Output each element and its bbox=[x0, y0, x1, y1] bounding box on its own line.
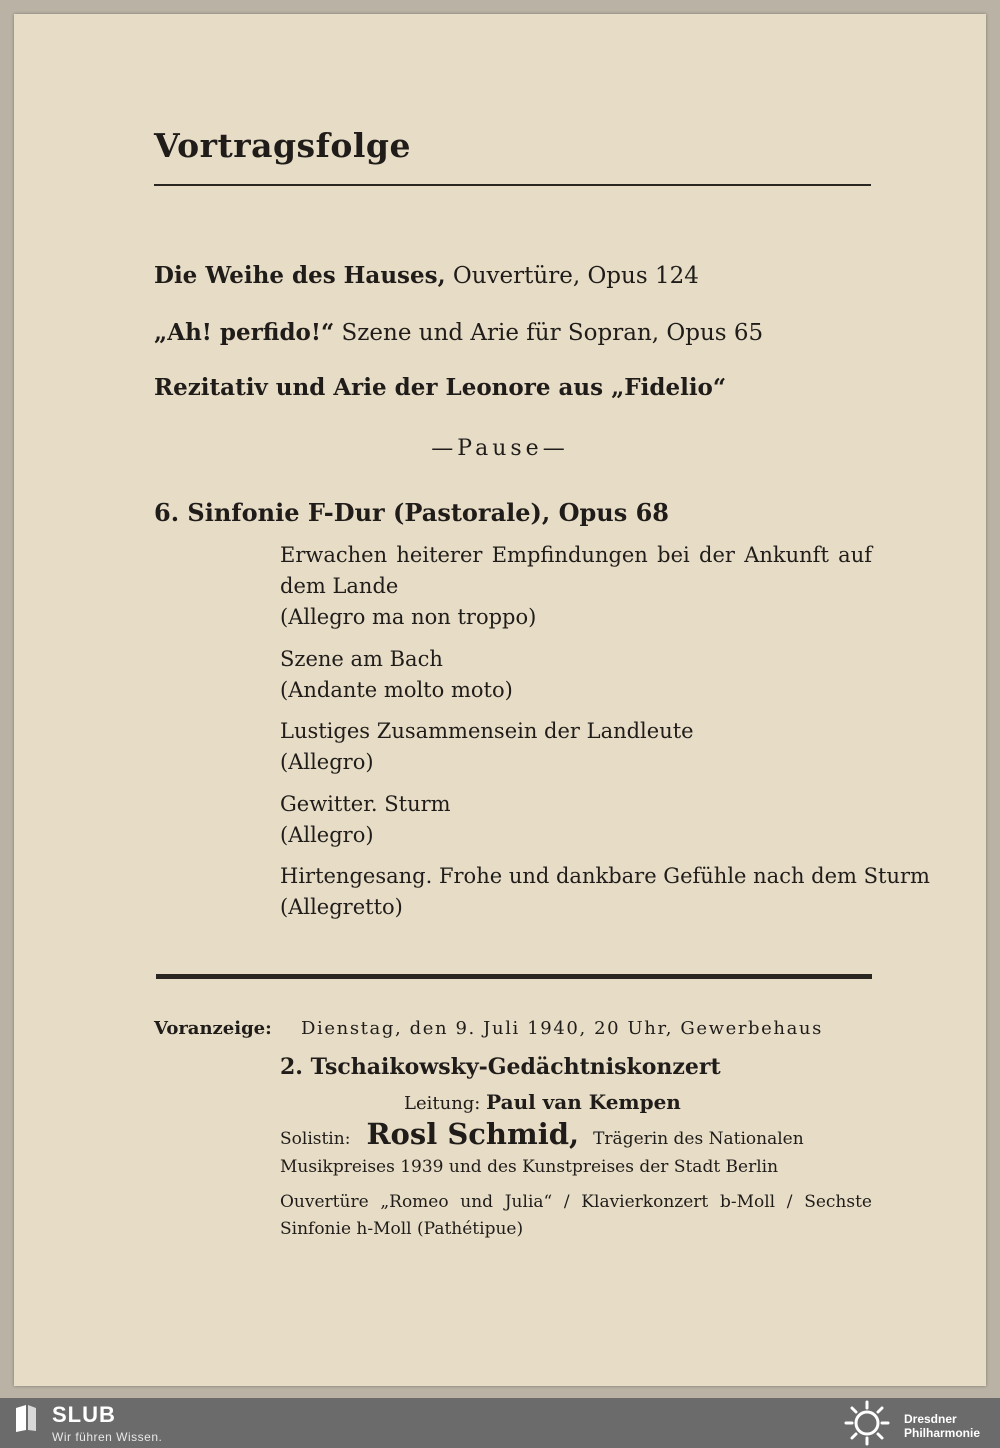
movement-item bbox=[280, 789, 451, 851]
symphony-title: 6. Sinfonie F-Dur (Pastorale), Opus 68 bbox=[154, 498, 669, 527]
intermission-label: —Pause— bbox=[431, 436, 569, 461]
conductor-label: Leitung: bbox=[404, 1093, 481, 1114]
movement-name: Lustiges Zusammensein der Landleute bbox=[280, 719, 694, 743]
movement-name: Hirtengesang. Frohe und dankbare Gefühle nach dem Sturm bbox=[280, 864, 930, 888]
program-item-title: „Ah! perfido!“ bbox=[154, 319, 335, 346]
movement-tempo: (Allegro) bbox=[280, 750, 374, 774]
document-page bbox=[14, 14, 986, 1386]
movement-item bbox=[280, 861, 930, 923]
program-item-detail: Ouvertüre, Opus 124 bbox=[452, 263, 699, 289]
movement-name: Szene am Bach bbox=[280, 647, 443, 671]
page-title: Vortragsfolge bbox=[154, 126, 411, 165]
concert-title: 2. Tschaikowsky-Gedächtniskonzert bbox=[280, 1054, 721, 1080]
movement-name: Erwachen heiterer Empfindungen bei der Ankunft auf dem Lande bbox=[280, 543, 872, 598]
program-item bbox=[154, 374, 726, 401]
program-item-title: Rezitativ und Arie der Leonore aus „Fidelio“ bbox=[154, 374, 727, 401]
program-item-title: Die Weihe des Hauses, bbox=[154, 262, 446, 289]
footer-bar bbox=[0, 1398, 1000, 1448]
soloist-note: Trägerin des Nationalen Musikpreises 1939 und des Kunstpreises der Stadt Berlin bbox=[280, 1129, 804, 1177]
partner-line-1: Dresdner bbox=[904, 1412, 957, 1426]
movement-item bbox=[280, 540, 872, 633]
slub-tagline: Wir führen Wissen. bbox=[52, 1430, 163, 1444]
sunburst-logo-icon bbox=[842, 1400, 892, 1446]
book-icon bbox=[14, 1404, 38, 1432]
movement-tempo: (Allegretto) bbox=[280, 895, 403, 919]
partner-logo-text bbox=[904, 1412, 980, 1440]
movement-tempo: (Allegro) bbox=[280, 823, 374, 847]
slub-logo-text: SLUB bbox=[52, 1402, 116, 1427]
movement-tempo: (Allegro ma non troppo) bbox=[280, 605, 537, 629]
concert-program: Ouvertüre „Romeo und Julia“ / Klavierkonzert b-Moll / Sechste Sinfonie h-Moll (Pathétipue) bbox=[280, 1192, 872, 1239]
program-item-detail: Szene und Arie für Sopran, Opus 65 bbox=[341, 320, 764, 346]
announcement-label: Voranzeige: bbox=[154, 1018, 272, 1039]
movement-item bbox=[280, 644, 513, 706]
partner-line-2: Philharmonie bbox=[904, 1426, 981, 1440]
movement-name: Gewitter. Sturm bbox=[280, 792, 451, 816]
movement-tempo: (Andante molto moto) bbox=[280, 678, 513, 702]
program-item bbox=[154, 319, 763, 346]
announcement-date: Dienstag, den 9. Juli 1940, 20 Uhr, Gewerbehaus bbox=[301, 1018, 823, 1039]
soloist-line bbox=[280, 1117, 872, 1181]
soloist-name: Rosl Schmid, bbox=[366, 1117, 580, 1151]
title-divider bbox=[154, 184, 871, 186]
conductor-name: Paul van Kempen bbox=[486, 1090, 681, 1114]
conductor-line bbox=[404, 1090, 681, 1114]
soloist-label: Solistin: bbox=[280, 1129, 351, 1149]
movement-item bbox=[280, 716, 694, 778]
program-item bbox=[154, 262, 699, 289]
section-divider bbox=[156, 974, 872, 979]
